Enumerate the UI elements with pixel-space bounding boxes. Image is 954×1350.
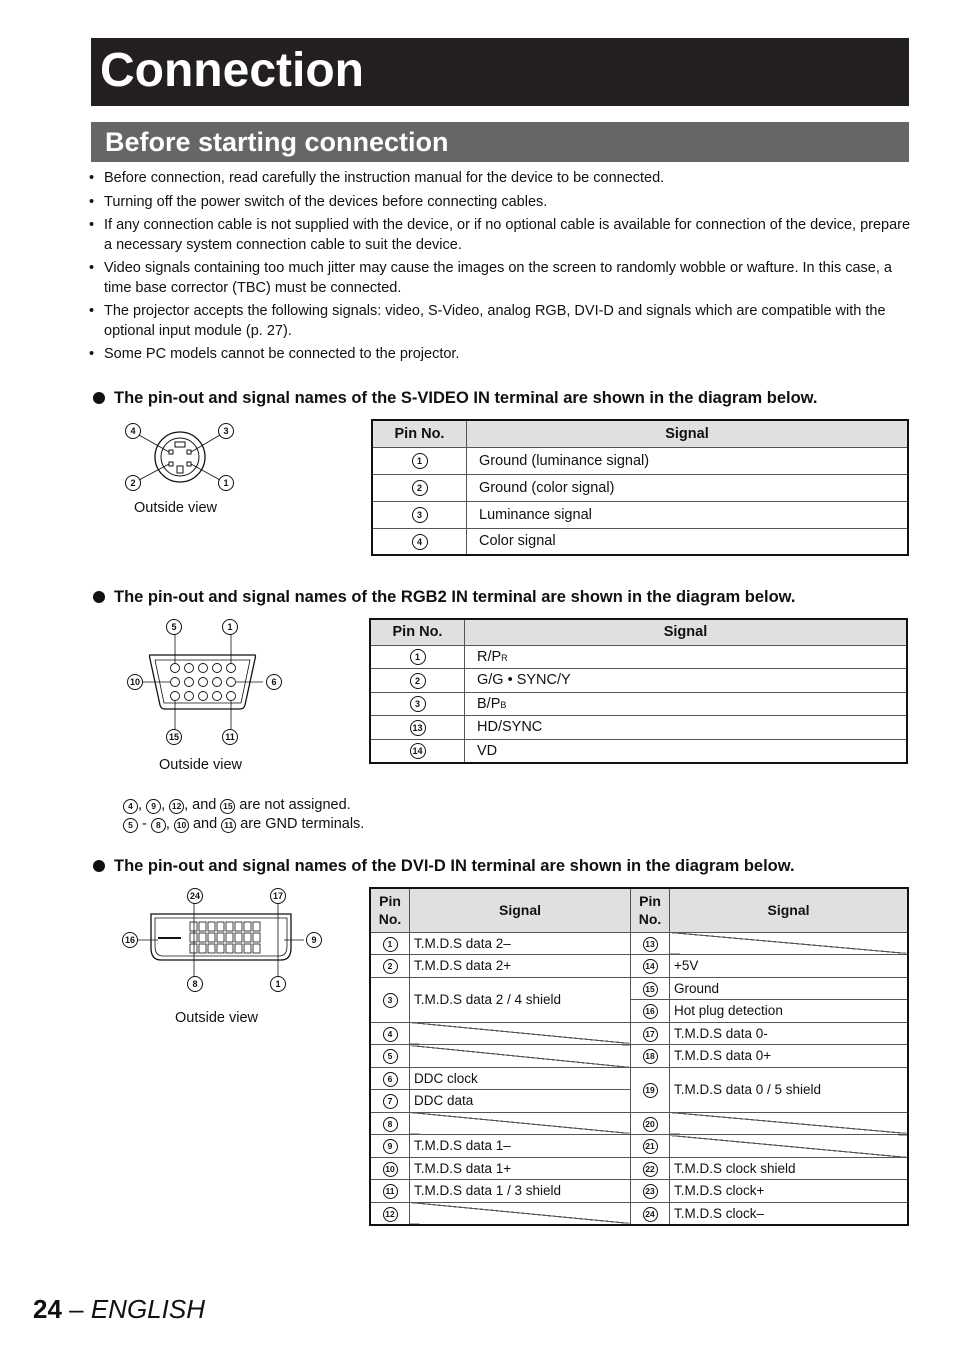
pin-label: 3 [218,423,234,439]
svideo-pin-table [371,419,909,556]
title-bar [91,38,909,106]
section-bar [91,122,909,162]
pin-label: 8 [187,976,203,992]
table-row: 1 T.M.D.S data 2– 13 [370,932,908,955]
pin-label: 4 [125,423,141,439]
table-row: 13 HD/SYNC [370,716,907,740]
list-item: • Turning off the power switch of the devices before connecting cables. [89,193,548,210]
column-header: Pin No. [370,888,410,932]
table-row: 2 Ground (color signal) [372,474,908,501]
table-row: 2 G/G • SYNC/Y [370,669,907,693]
table-row: 6 DDC clock 19 T.M.D.S data 0 / 5 shield [370,1067,908,1090]
table-row: 3 T.M.D.S data 2 / 4 shield 15 Ground [370,977,908,1000]
svideo-heading: The pin-out and signal names of the S-VIDEO IN terminal are shown in the diagram below. [93,388,817,408]
rgb2-note-gnd: 5 - 8 , 10 and 11 are GND terminals. [123,815,364,835]
dsub-connector-icon [120,615,290,750]
pin-label: 10 [127,674,143,690]
column-header: Signal [670,888,909,932]
list-item: • Some PC models cannot be connected to the projector. [89,346,460,362]
page-title: Connection [100,44,364,97]
table-row: 11 T.M.D.S data 1 / 3 shield 23 T.M.D.S clock+ [370,1180,908,1203]
table-row: 12 24 T.M.D.S clock– [370,1202,908,1225]
column-header: Signal [465,619,908,645]
pin-label: 6 [266,674,282,690]
table-row: 4 17 T.M.D.S data 0- [370,1022,908,1045]
pin-label: 5 [166,619,182,635]
page-footer: 24 – ENGLISH [33,1294,205,1324]
table-row: 16 Hot plug detection [370,1000,908,1023]
dvi-connector-icon [118,884,328,996]
column-header: Signal [410,888,631,932]
pin-label: 15 [166,729,182,745]
list-item: • Before connection, read carefully the instruction manual for the device to be connected. [89,170,665,186]
dvi-connector-diagram [118,884,328,996]
table-row: 2 T.M.D.S data 2+ 14 +5V [370,955,908,978]
bullet-dot-icon [93,860,105,872]
column-header: Pin No. [631,888,670,932]
table-row: 10 T.M.D.S data 1+ 22 T.M.D.S clock shield [370,1157,908,1180]
column-header: Signal [467,420,909,447]
section-title: Before starting connection [105,127,449,157]
pin-label: 16 [122,932,138,948]
language-label: ENGLISH [90,1294,205,1324]
pin-label: 24 [187,888,203,904]
list-item: • The projector accepts the following signals: video, S-Video, analog RGB, DVI-D and signals which are compatible with the optional input module (p. 27). [89,303,886,339]
table-row: 3 Luminance signal [372,501,908,528]
column-header: Pin No. [372,420,467,447]
bullet-dot-icon [93,591,105,603]
dvi-heading: The pin-out and signal names of the DVI-D IN terminal are shown in the diagram below. [93,856,795,876]
table-row: 8 20 [370,1112,908,1135]
column-header: Pin No. [370,619,465,645]
table-row: 1 Ground (luminance signal) [372,447,908,474]
list-item: • If any connection cable is not supplied with the device, or if no optional cable is available for connection of the device, prepare a necessary system connection cable to suit the device. [89,217,911,253]
rgb2-heading: The pin-out and signal names of the RGB2 IN terminal are shown in the diagram below. [93,587,795,607]
rgb2-caption: Outside view [159,757,243,773]
pin-label: 1 [218,475,234,491]
table-row: 4 Color signal [372,528,908,555]
table-row: 9 T.M.D.S data 1– 21 [370,1135,908,1158]
table-row: 3 B/PB [370,692,907,716]
bullet-dot-icon [93,392,105,404]
list-item: • Video signals containing too much jitter may cause the images on the screen to randomly wobble or wafture. In this case, a time base corrector (TBC) must be connected. [89,260,892,296]
intro-bullet-list [89,169,911,369]
pin-label: 11 [222,729,238,745]
dvi-pin-table [369,887,909,1226]
rgb2-note-unassigned: 4 , 9 , 12 , and 15 are not assigned. [123,796,351,816]
table-row: 7 DDC data [370,1090,908,1113]
svideo-connector-diagram [120,418,245,498]
rgb2-pin-table [369,618,908,764]
pin-label: 2 [125,475,141,491]
table-row: 1 R/PR [370,645,907,669]
pin-label: 1 [270,976,286,992]
rgb2-connector-diagram [120,615,290,750]
page-number: 24 [33,1294,62,1324]
table-row: 14 VD [370,739,907,763]
svideo-caption: Outside view [134,500,218,516]
table-row: 5 18 T.M.D.S data 0+ [370,1045,908,1068]
dvi-caption: Outside view [175,1010,259,1026]
pin-label: 17 [270,888,286,904]
pin-label: 9 [306,932,322,948]
pin-label: 1 [222,619,238,635]
